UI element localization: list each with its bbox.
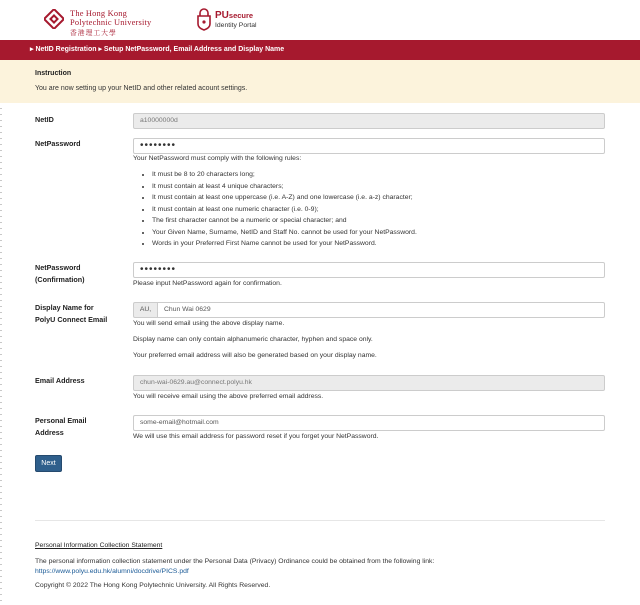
display-name-help2: Display name can only contain alphanumeric character, hyphen and space only. — [133, 336, 373, 343]
display-name-prefix: AU, — [133, 302, 157, 318]
portal-brand-pu: PU — [215, 10, 229, 21]
confirm-password-help: Please input NetPassword again for confirmation. — [133, 280, 282, 287]
password-rules-intro: Your NetPassword must comply with the following rules: — [133, 155, 302, 162]
password-rule: • It must contain at least 4 unique characters; — [152, 181, 417, 193]
display-name-field[interactable]: Chun Wai 0629 — [157, 302, 605, 318]
portal-subtitle: Identity Portal — [215, 22, 257, 29]
password-rule: • It must be 8 to 20 characters long; — [152, 169, 417, 181]
instruction-panel — [0, 60, 640, 103]
password-rule: • Your Given Name, Surname, NetID and Staff No. cannot be used for your NetPassword. — [152, 227, 417, 239]
personal-email-label — [35, 415, 87, 439]
portal-brand-secure: secure — [228, 11, 254, 20]
netid-field: a10000000d — [133, 113, 605, 129]
display-name-help1: You will send email using the above display name. — [133, 320, 285, 327]
display-name-label — [35, 302, 107, 326]
university-name-chinese: 香港理工大學 — [70, 28, 117, 37]
password-rule: • It must contain at least one uppercase (i.e. A-Z) and one lowercase (i.e. a-z) character; — [152, 192, 417, 204]
personal-email-label-line1: Personal Email — [35, 416, 87, 425]
email-address-field: chun-wai-0629.au@connect.polyu.hk — [133, 375, 605, 391]
copyright-text: Copyright © 2022 The Hong Kong Polytechnic University. All Rights Reserved. — [35, 582, 271, 589]
lock-shield-icon — [196, 7, 212, 31]
next-button[interactable]: Next — [35, 455, 62, 472]
pics-statement-title[interactable]: Personal Information Collection Statement — [35, 542, 163, 549]
password-rule: • The first character cannot be a numeric or special character; and — [152, 215, 417, 227]
personal-email-help: We will use this email address for password reset if you forget your NetPassword. — [133, 433, 379, 440]
display-name-label-line1: Display Name for — [35, 303, 94, 312]
netid-label: NetID — [35, 115, 54, 124]
breadcrumb-text: ▸ NetID Registration ▸ Setup NetPassword, Email Address and Display Name — [30, 46, 285, 53]
netpassword-field[interactable]: •••••••• — [133, 138, 605, 154]
university-name-line2: Polytechnic University — [70, 18, 152, 28]
page-header — [0, 0, 640, 40]
display-name-help3: Your preferred email address will also be generated based on your display name. — [133, 352, 377, 359]
polyu-logo-icon — [44, 9, 64, 29]
email-address-help: You will receive email using the above preferred email address. — [133, 393, 324, 400]
instruction-message: You are now setting up your NetID and other related acount settings. — [35, 85, 248, 92]
netpassword-label: NetPassword — [35, 139, 81, 148]
password-rule: • Words in your Preferred First Name cannot be used for your NetPassword. — [152, 238, 417, 250]
confirm-password-field[interactable]: •••••••• — [133, 262, 605, 278]
confirm-password-label — [35, 262, 85, 286]
pics-statement-text: The personal information collection statement under the Personal Data (Privacy) Ordinance could be obtained from the following link: — [35, 558, 435, 565]
university-name-line1: The Hong Kong — [70, 9, 128, 18]
portal-wordmark — [215, 11, 257, 30]
password-rules-list — [142, 169, 417, 250]
display-name-label-line2: PolyU Connect Email — [35, 315, 108, 324]
email-address-label: Email Address — [35, 376, 85, 385]
pics-statement-link[interactable]: https://www.polyu.edu.hk/alumni/docdrive/PICS.pdf — [35, 568, 189, 575]
password-rule: • It must contain at least one numeric character (i.e. 0-9); — [152, 204, 417, 216]
personal-email-label-line2: Address — [35, 428, 64, 437]
instruction-title: Instruction — [35, 70, 72, 77]
confirm-password-label-line2: (Confirmation) — [35, 275, 85, 284]
footer-divider — [35, 520, 605, 521]
university-wordmark — [70, 10, 151, 37]
personal-email-field[interactable]: some-email@hotmail.com — [133, 415, 605, 431]
breadcrumb — [0, 40, 640, 60]
confirm-password-label-line1: NetPassword — [35, 263, 81, 272]
